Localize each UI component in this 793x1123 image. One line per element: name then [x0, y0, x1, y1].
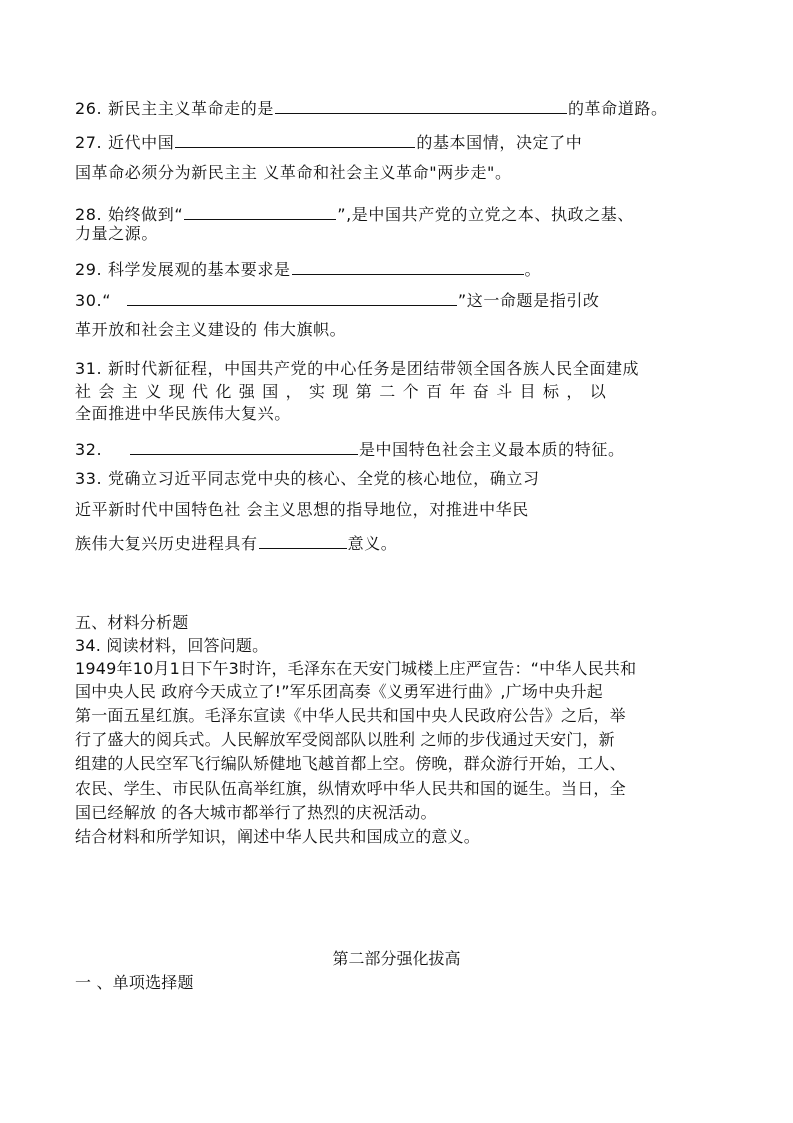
- answer-blank[interactable]: [130, 437, 358, 455]
- question-text: 始终做到“: [107, 205, 184, 224]
- question-27: [75, 130, 582, 154]
- question-26: [75, 96, 668, 120]
- material-line: 国中央人民 政府今天成立了!”军乐团高奏《义勇军进行曲》,广场中央升起: [75, 682, 603, 701]
- question-number: 27.: [75, 133, 103, 152]
- question-text: 党确立习近平同志党中央的核心、全党的核心地位，确立习: [107, 469, 540, 488]
- question-text: 意义。: [347, 534, 398, 553]
- answer-blank[interactable]: [175, 130, 415, 148]
- question-29: [75, 257, 541, 281]
- material-line: 农民、学生、市民队伍高举红旗，纵情欢呼中华人民共和国的诞生。当日，全: [75, 779, 626, 798]
- answer-blank[interactable]: [275, 96, 567, 114]
- question-27-line2: 国革命必须分为新民主主 义革命和社会主义革命"两步走"。: [75, 163, 512, 182]
- question-text: 的基本国情，决定了中: [416, 133, 583, 152]
- question-33: [75, 468, 540, 490]
- question-text: 全面推进中华民族伟大复兴。: [75, 404, 291, 423]
- section-heading: 五、材料分析题: [75, 613, 189, 632]
- question-28: [75, 202, 634, 226]
- answer-blank[interactable]: [259, 531, 347, 549]
- material-line: 第一面五星红旗。毛泽东宣读《中华人民共和国中央人民政府公告》之后，举: [75, 706, 626, 725]
- question-33-line2: [75, 499, 529, 521]
- question-text: 新时代新征程，中国共产党的中心任务是团结带领全国各族人民全面建成: [107, 359, 640, 378]
- question-number: 31.: [75, 359, 103, 378]
- question-32: [75, 437, 625, 461]
- section-heading: 一 、单项选择题: [75, 973, 194, 992]
- question-30-line2: 革开放和社会主义建设的 伟大旗帜。: [75, 320, 347, 339]
- material-line: 1949年10月1日下午3时许，毛泽东在天安门城楼上庄严宣告：“中华人民共和: [75, 659, 637, 678]
- part-title: 第二部分强化拔高: [332, 949, 461, 968]
- question-number: 30.“: [75, 291, 112, 310]
- question-text: 近代中国: [107, 133, 175, 152]
- question-text: ”这一命题是指引改: [457, 291, 600, 310]
- question-number: 26.: [75, 99, 103, 118]
- question-text: ”,是中国共产党的立党之本、执政之基、: [337, 205, 635, 224]
- question-text: 科学发展观的基本要求是: [107, 260, 291, 279]
- question-text: 的革命道路。: [567, 99, 668, 118]
- question-text: 新民主主义革命走的是: [107, 99, 274, 118]
- question-text: 近平新时代中国特色社 会主义思想的指导地位，对推进中华民: [75, 500, 529, 519]
- question-number: 28.: [75, 205, 103, 224]
- question-33-line3: [75, 531, 397, 555]
- question-text: 社会主义现代化强国，实现第二个百年奋斗目标，以: [75, 382, 614, 401]
- material-line: 国已经解放 的各大城市都举行了热烈的庆祝活动。: [75, 803, 437, 822]
- material-line: 组建的人民空军飞行编队矫健地飞越首都上空。傍晚，群众游行开始，工人、: [75, 754, 626, 773]
- answer-blank[interactable]: [127, 288, 457, 306]
- question-34-intro: 34. 阅读材料，回答问题。: [75, 636, 269, 655]
- question-number: 33.: [75, 469, 103, 488]
- answer-blank[interactable]: [292, 257, 524, 275]
- question-31-line3: [75, 403, 291, 425]
- question-31-line2: [75, 381, 613, 403]
- question-text: 是中国特色社会主义最本质的特征。: [358, 440, 625, 459]
- material-line: 行了盛大的阅兵式。人民解放军受阅部队以胜利 之师的步伐通过天安门，新: [75, 730, 615, 749]
- question-number: 29.: [75, 260, 103, 279]
- question-30: [75, 288, 600, 312]
- answer-blank[interactable]: [184, 202, 336, 220]
- question-number: 32.: [75, 440, 103, 459]
- question-34-prompt: 结合材料和所学知识，阐述中华人民共和国成立的意义。: [75, 827, 481, 846]
- question-28-line2: 力量之源。: [75, 224, 159, 243]
- question-31: [75, 358, 639, 380]
- question-text: 族伟大复兴历史进程具有: [75, 534, 258, 553]
- question-text: 。: [524, 260, 542, 279]
